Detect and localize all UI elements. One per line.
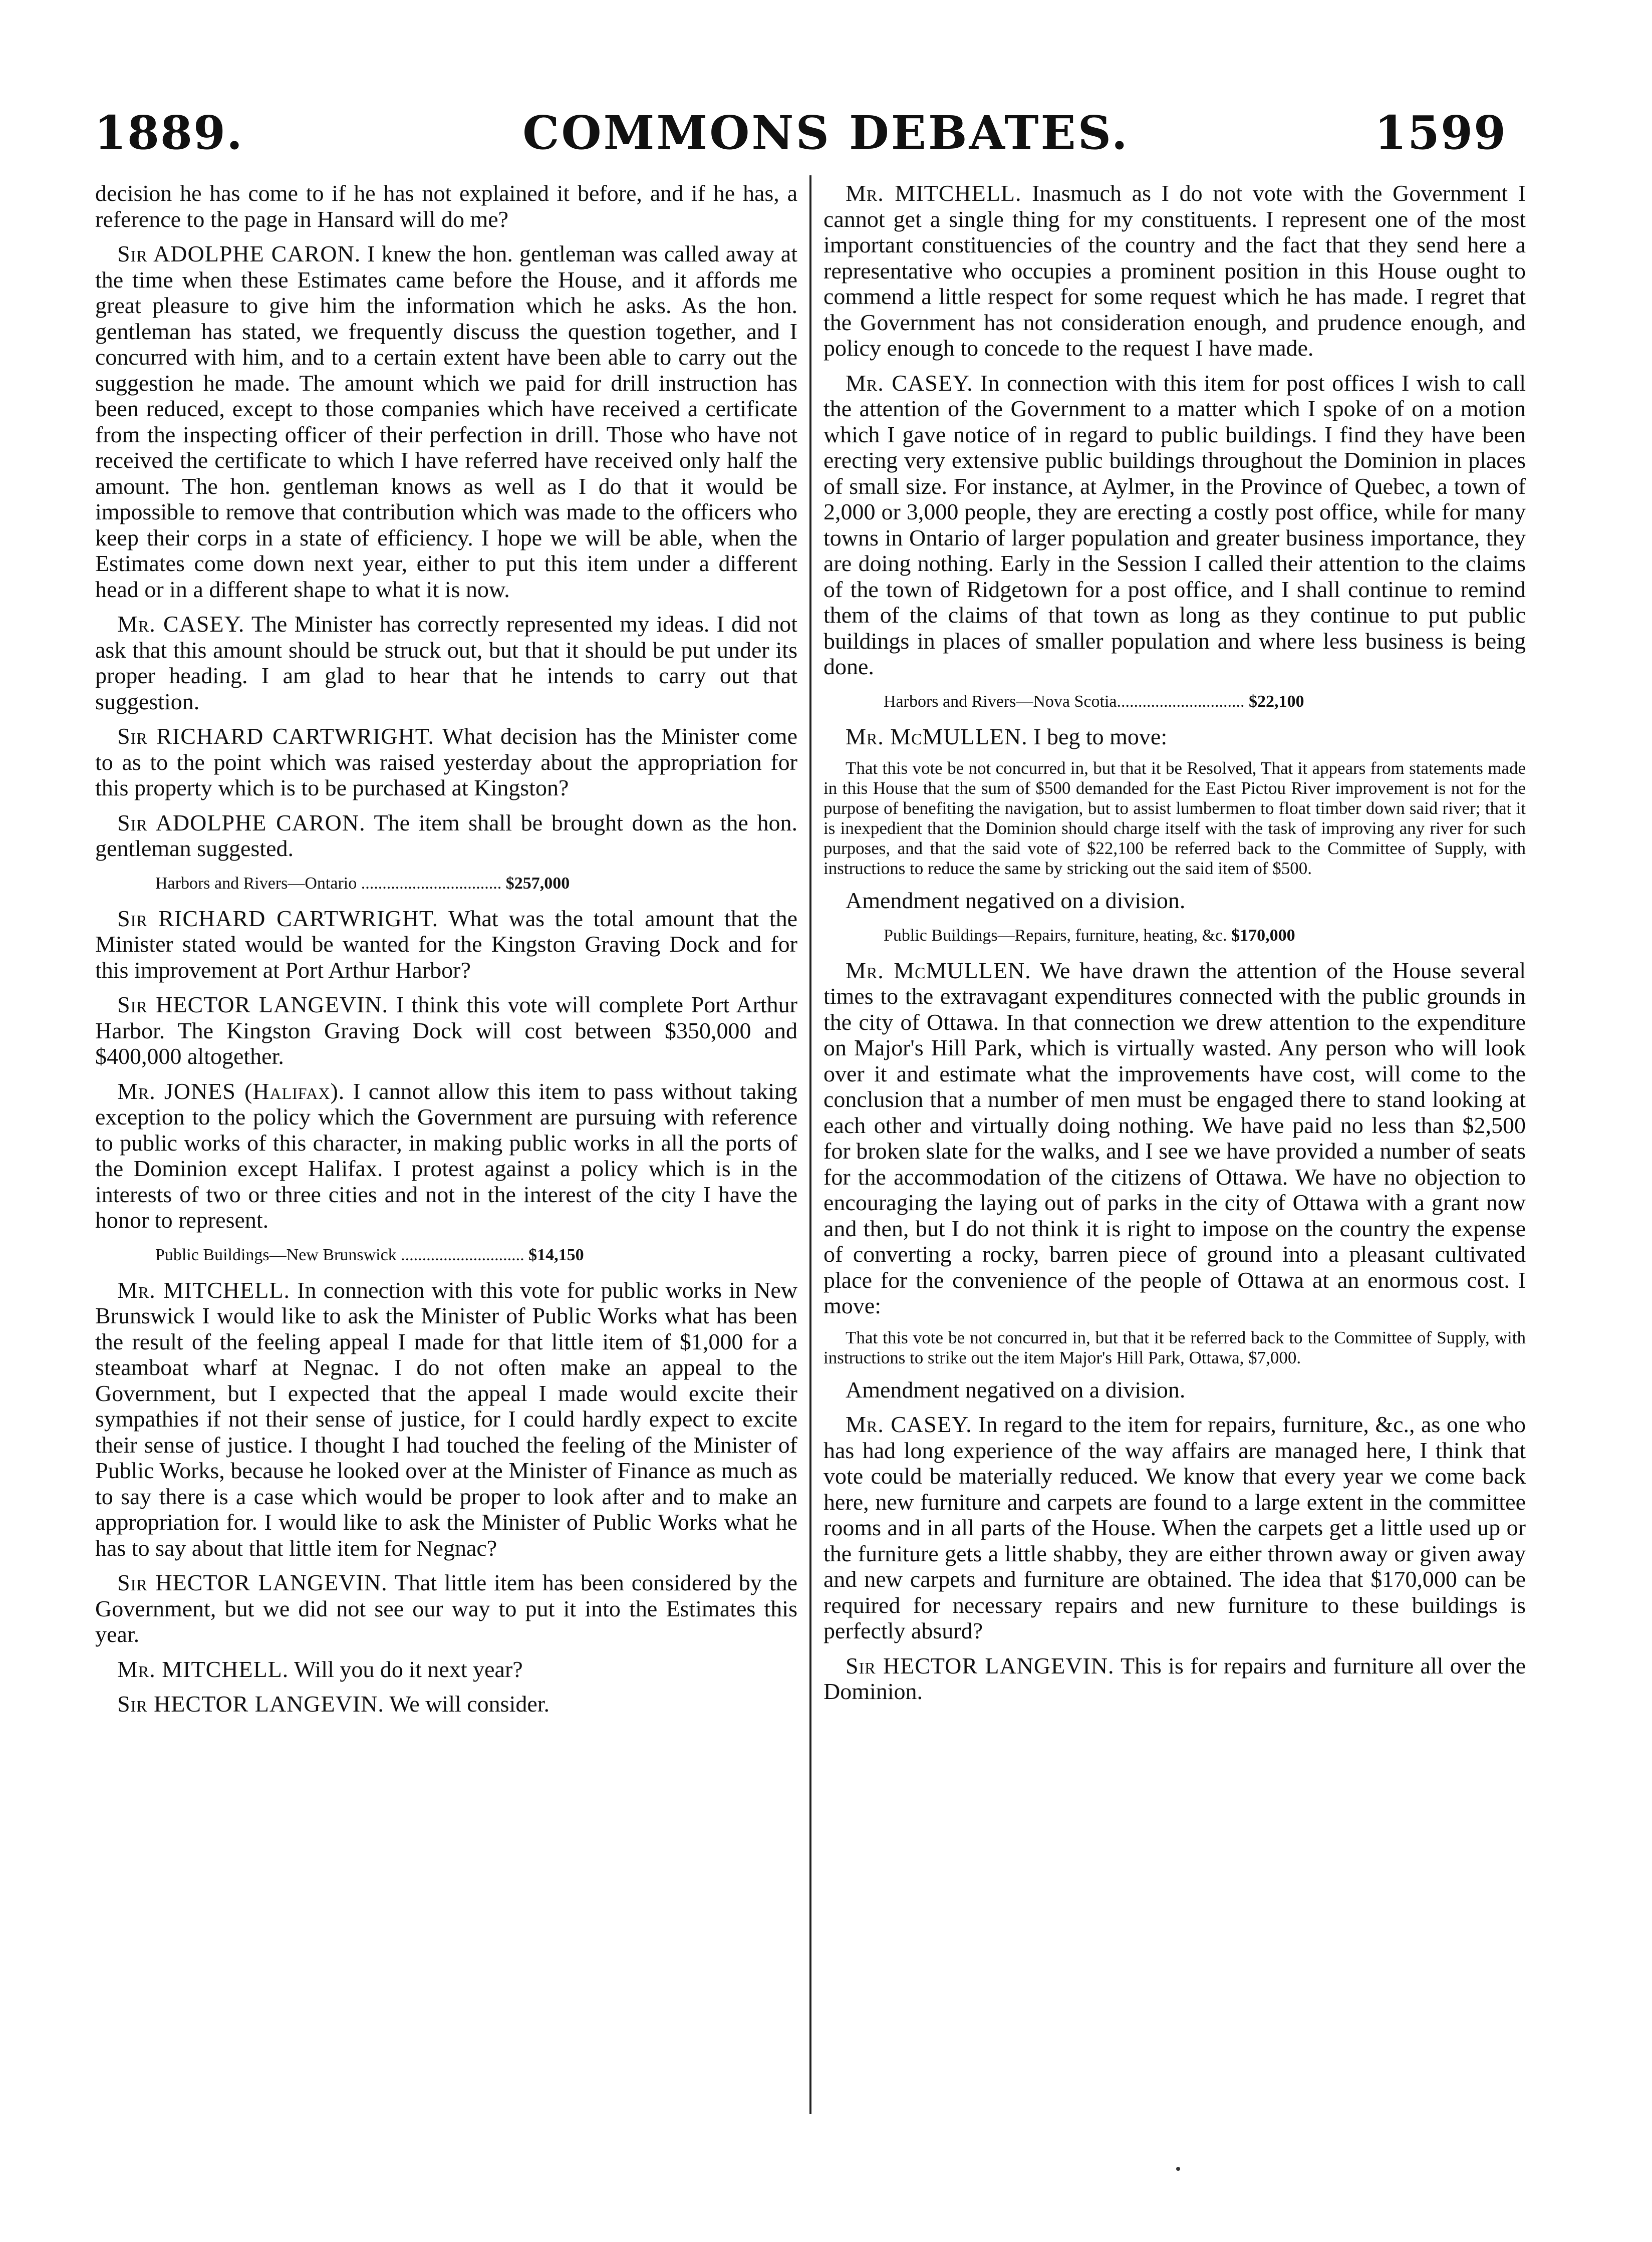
speaker-name: Mr. CASEY.	[846, 370, 973, 396]
speaker-name: Sir ADOLPHE CARON.	[117, 809, 366, 835]
speech-text: This is for repairs and furniture all over the Dominion.	[823, 1652, 1526, 1704]
item-label: Harbors and Rivers—Ontario .................................	[155, 874, 502, 893]
right-column	[823, 180, 1526, 2102]
item-label: Public Buildings—New Brunswick .............................	[155, 1245, 524, 1264]
speaker-name: Sir ADOLPHE CARON.	[117, 241, 361, 266]
estimate-item	[95, 1244, 797, 1266]
speaker-name: Sir HECTOR LANGEVIN.	[117, 992, 388, 1017]
speech-text: I cannot allow this item to pass without taking exception to the policy which the Government are pursuing with reference to public works of this character, in making public works in all the ports of the Dominion except Halifax. I protest against a policy which is in the interests of two or three cities and not in the interest of the city I have the honor to represent.	[95, 1078, 797, 1233]
speech-paragraph	[95, 1656, 797, 1683]
speech-paragraph	[95, 1078, 797, 1233]
speech-paragraph	[95, 992, 797, 1069]
speech-paragraph	[95, 810, 797, 862]
speech-text: The item shall be brought down as the hon. gentleman suggested.	[95, 809, 797, 861]
speech-text: I think this vote will complete Port Arthur Harbor. The Kingston Graving Dock will cost between $350,000 and $400,000 altogether.	[95, 992, 797, 1069]
motion-text: That this vote be not concurred in, but that it be Resolved, That it appears from statements made in this House that the sum of $500 demanded for the East Pictou River improvement is not for the purpose of benefiting the navigation, but to assist lumbermen to float timber down said river; that it is inexpedient that the Dominion should charge itself with the task of improving any river for such purposes, and that the said vote of $22,100 be referred back to the Committee of Supply, with instructions to reduce the same by stricking out the said item of $500.	[823, 758, 1526, 878]
item-amount: $14,150	[528, 1245, 584, 1264]
column-divider	[809, 175, 811, 2114]
speech-paragraph	[823, 958, 1526, 1319]
speech-text: Amendment negatived on a division.	[846, 1376, 1186, 1403]
speech-text: I beg to move:	[1033, 723, 1168, 749]
speaker-name: Mr. CASEY.	[117, 611, 245, 637]
ink-speck	[1176, 2167, 1180, 2171]
item-label: Public Buildings—Repairs, furniture, heating, &c.	[884, 926, 1227, 945]
estimate-item	[95, 873, 797, 895]
speech-paragraph	[823, 888, 1526, 914]
speech-text: The Minister has correctly represented my ideas. I did not ask that this amount should be struck out, but that it should be put under its proper heading. I am glad to hear that he intends to carry out that suggestion.	[95, 611, 797, 714]
speech-paragraph	[95, 723, 797, 801]
speaker-name: Mr. CASEY.	[846, 1412, 972, 1437]
speech-paragraph	[95, 906, 797, 983]
speech-text: We have drawn the attention of the House several times to the extravagant expenditures connected with the public grounds in the city of Ottawa. In that connection we drew attention to the expenditure on Major's Hill Park, which is virtually wasted. Any person who will look over it and estimate what the improvements have cost, will come to the conclusion that a number of men must be engaged there to stand looking at each other and virtually doing nothing. We have paid no less than $2,500 for broken slate for the walks, and I see we have provided a number of seats for the accommodation of the citizens of Ottawa. We have no objection to encouraging the laying out of parks in the city of Ottawa with a grant now and then, but I do not think it is right to impose on the country the expense of converting a rocky, barren piece of ground into a pleasant cultivated place for the convenience of the people of Ottawa at an enormous cost. I move:	[823, 957, 1526, 1318]
speaker-name: Sir HECTOR LANGEVIN.	[117, 1691, 384, 1717]
speaker-name: Mr. MITCHELL.	[846, 180, 1022, 206]
speech-paragraph	[823, 370, 1526, 680]
speech-text: What was the total amount that the Minister stated would be wanted for the Kingston Graving Dock and for this improvement at Port Arthur Harbor?	[95, 905, 797, 983]
speech-paragraph	[95, 241, 797, 602]
speaker-name: Mr. JONES (Halifax).	[117, 1078, 345, 1104]
speech-text: In connection with this vote for public works in New Brunswick I would like to ask the Minister of Public Works what has been the result of the feeling appeal I made for that little item of $1,000 for a steamboat wharf at Negnac. I do not often make an appeal to the Government, but I expected that the appeal I made would excite their sympathies if not their sense of justice, for I could hardly expect to excite their sense of justice. I thought I had touched the feeling of the Minister of Public Works, because he looked over at the Minister of Finance as much as to say there is a case which would be proper to look after and to make an appropriation for. I would like to ask the Minister of Public Works what he has to say about that little item for Negnac?	[95, 1277, 797, 1561]
speech-text: What decision has the Minister come to as to the point which was raised yesterday about the appropriation for this property which is to be purchased at Kingston?	[95, 723, 797, 800]
speech-paragraph	[95, 611, 797, 714]
speech-paragraph	[823, 1377, 1526, 1403]
speaker-name: Sir RICHARD CARTWRIGHT.	[117, 723, 434, 749]
speech-text: decision he has come to if he has not explained it before, and if he has, a reference to the page in Hansard will do me?	[95, 180, 797, 232]
item-amount: $170,000	[1231, 926, 1295, 945]
speech-text: In connection with this item for post offices I wish to call the attention of the Government to a matter which I spoke of on a motion which I gave notice of in regard to public buildings. I find they have been erecting very extensive public buildings throughout the Dominion in places of small size. For instance, at Aylmer, in the Province of Quebec, a town of 2,000 or 3,000 people, they are erecting a costly post office, while for many towns in Ontario of larger population and greater business importance, they are doing nothing. Early in the Session I called their attention to the claims of the town of Ridgetown for a post office, and I shall continue to remind them of the claims of that town as long as they continue to put public buildings in places of smaller population and where less business is being done.	[823, 370, 1526, 679]
item-amount: $257,000	[505, 874, 570, 893]
speaker-name: Mr. MITCHELL.	[117, 1277, 290, 1303]
estimate-item	[823, 691, 1526, 713]
speaker-name: Mr. McMULLEN.	[846, 957, 1031, 983]
speech-text: Will you do it next year?	[294, 1656, 523, 1682]
speech-text: In regard to the item for repairs, furniture, &c., as one who has had long experience of the way affairs are managed here, I think that vote could be materially reduced. We know that every year we come back here, new furniture and carpets are found to a large extent in the committee rooms and in all parts of the House. When the carpets get a little used up or the furniture gets a little shabby, they are either thrown away or given away and new carpets and furniture are obtained. The idea that $170,000 can be required for necessary repairs and new furniture to these buildings is perfectly absurd?	[823, 1412, 1526, 1643]
speaker-name: Mr. McMULLEN.	[846, 723, 1028, 749]
header-title: COMMONS DEBATES.	[522, 106, 1130, 160]
speech-text: I knew the hon. gentleman was called away at the time when these Estimates came before the House, and it affords me great pleasure to give him the information which he asks. As the hon. gentleman has stated, we frequently discuss the question together, and I concurred with him, and to a certain extent have been able to carry out the suggestion he made. The amount which we paid for drill instruction has been reduced, except to those companies which have received a certificate from the inspecting officer of their perfection in drill. Those who have not received the certificate to which I have referred have received only half the amount. The hon. gentleman knows as well as I do that it would be impossible to remove that contribution which was made to the officers who keep their corps in a state of efficiency. I hope we will be able, when the Estimates come down next year, either to put this item under a different head or in a different shape to what it is now.	[95, 241, 797, 602]
header-year: 1889.	[94, 106, 244, 160]
left-column	[95, 180, 797, 2102]
speech-text: We will consider.	[389, 1691, 550, 1717]
speech-paragraph	[95, 1691, 797, 1717]
speech-text: That little item has been considered by the Government, but we did not see our way to put it into the Estimates this year.	[95, 1570, 797, 1647]
speech-paragraph	[823, 180, 1526, 361]
speech-paragraph	[95, 180, 797, 232]
item-amount: $22,100	[1249, 692, 1304, 711]
motion-text: That this vote be not concurred in, but that it be referred back to the Committee of Supply, with instructions to strike out the item Major's Hill Park, Ottawa, $7,000.	[823, 1327, 1526, 1367]
page-number: 1599	[1374, 106, 1507, 160]
speech-text: Inasmuch as I do not vote with the Government I cannot get a single thing for my constituents. I represent one of the most important constituencies of the country and the fact that they send here a representative who occupies a prominent position in this House ought to commend a little respect for some request which he has made. I regret that the Government has not consideration enough, and prudence enough, and policy enough to concede to the request I have made.	[823, 180, 1526, 361]
speech-paragraph	[823, 724, 1526, 750]
speaker-name: Sir HECTOR LANGEVIN.	[846, 1652, 1115, 1678]
speech-text: Amendment negatived on a division.	[846, 888, 1186, 913]
speech-paragraph	[823, 1653, 1526, 1705]
speaker-name: Sir RICHARD CARTWRIGHT.	[117, 905, 439, 931]
estimate-item	[823, 925, 1526, 947]
speech-paragraph	[95, 1570, 797, 1647]
item-label: Harbors and Rivers—Nova Scotia..............................	[884, 692, 1245, 711]
speech-paragraph	[95, 1277, 797, 1561]
speaker-name: Sir HECTOR LANGEVIN.	[117, 1570, 388, 1595]
speech-paragraph	[823, 1412, 1526, 1644]
speaker-name: Mr. MITCHELL.	[117, 1656, 289, 1682]
